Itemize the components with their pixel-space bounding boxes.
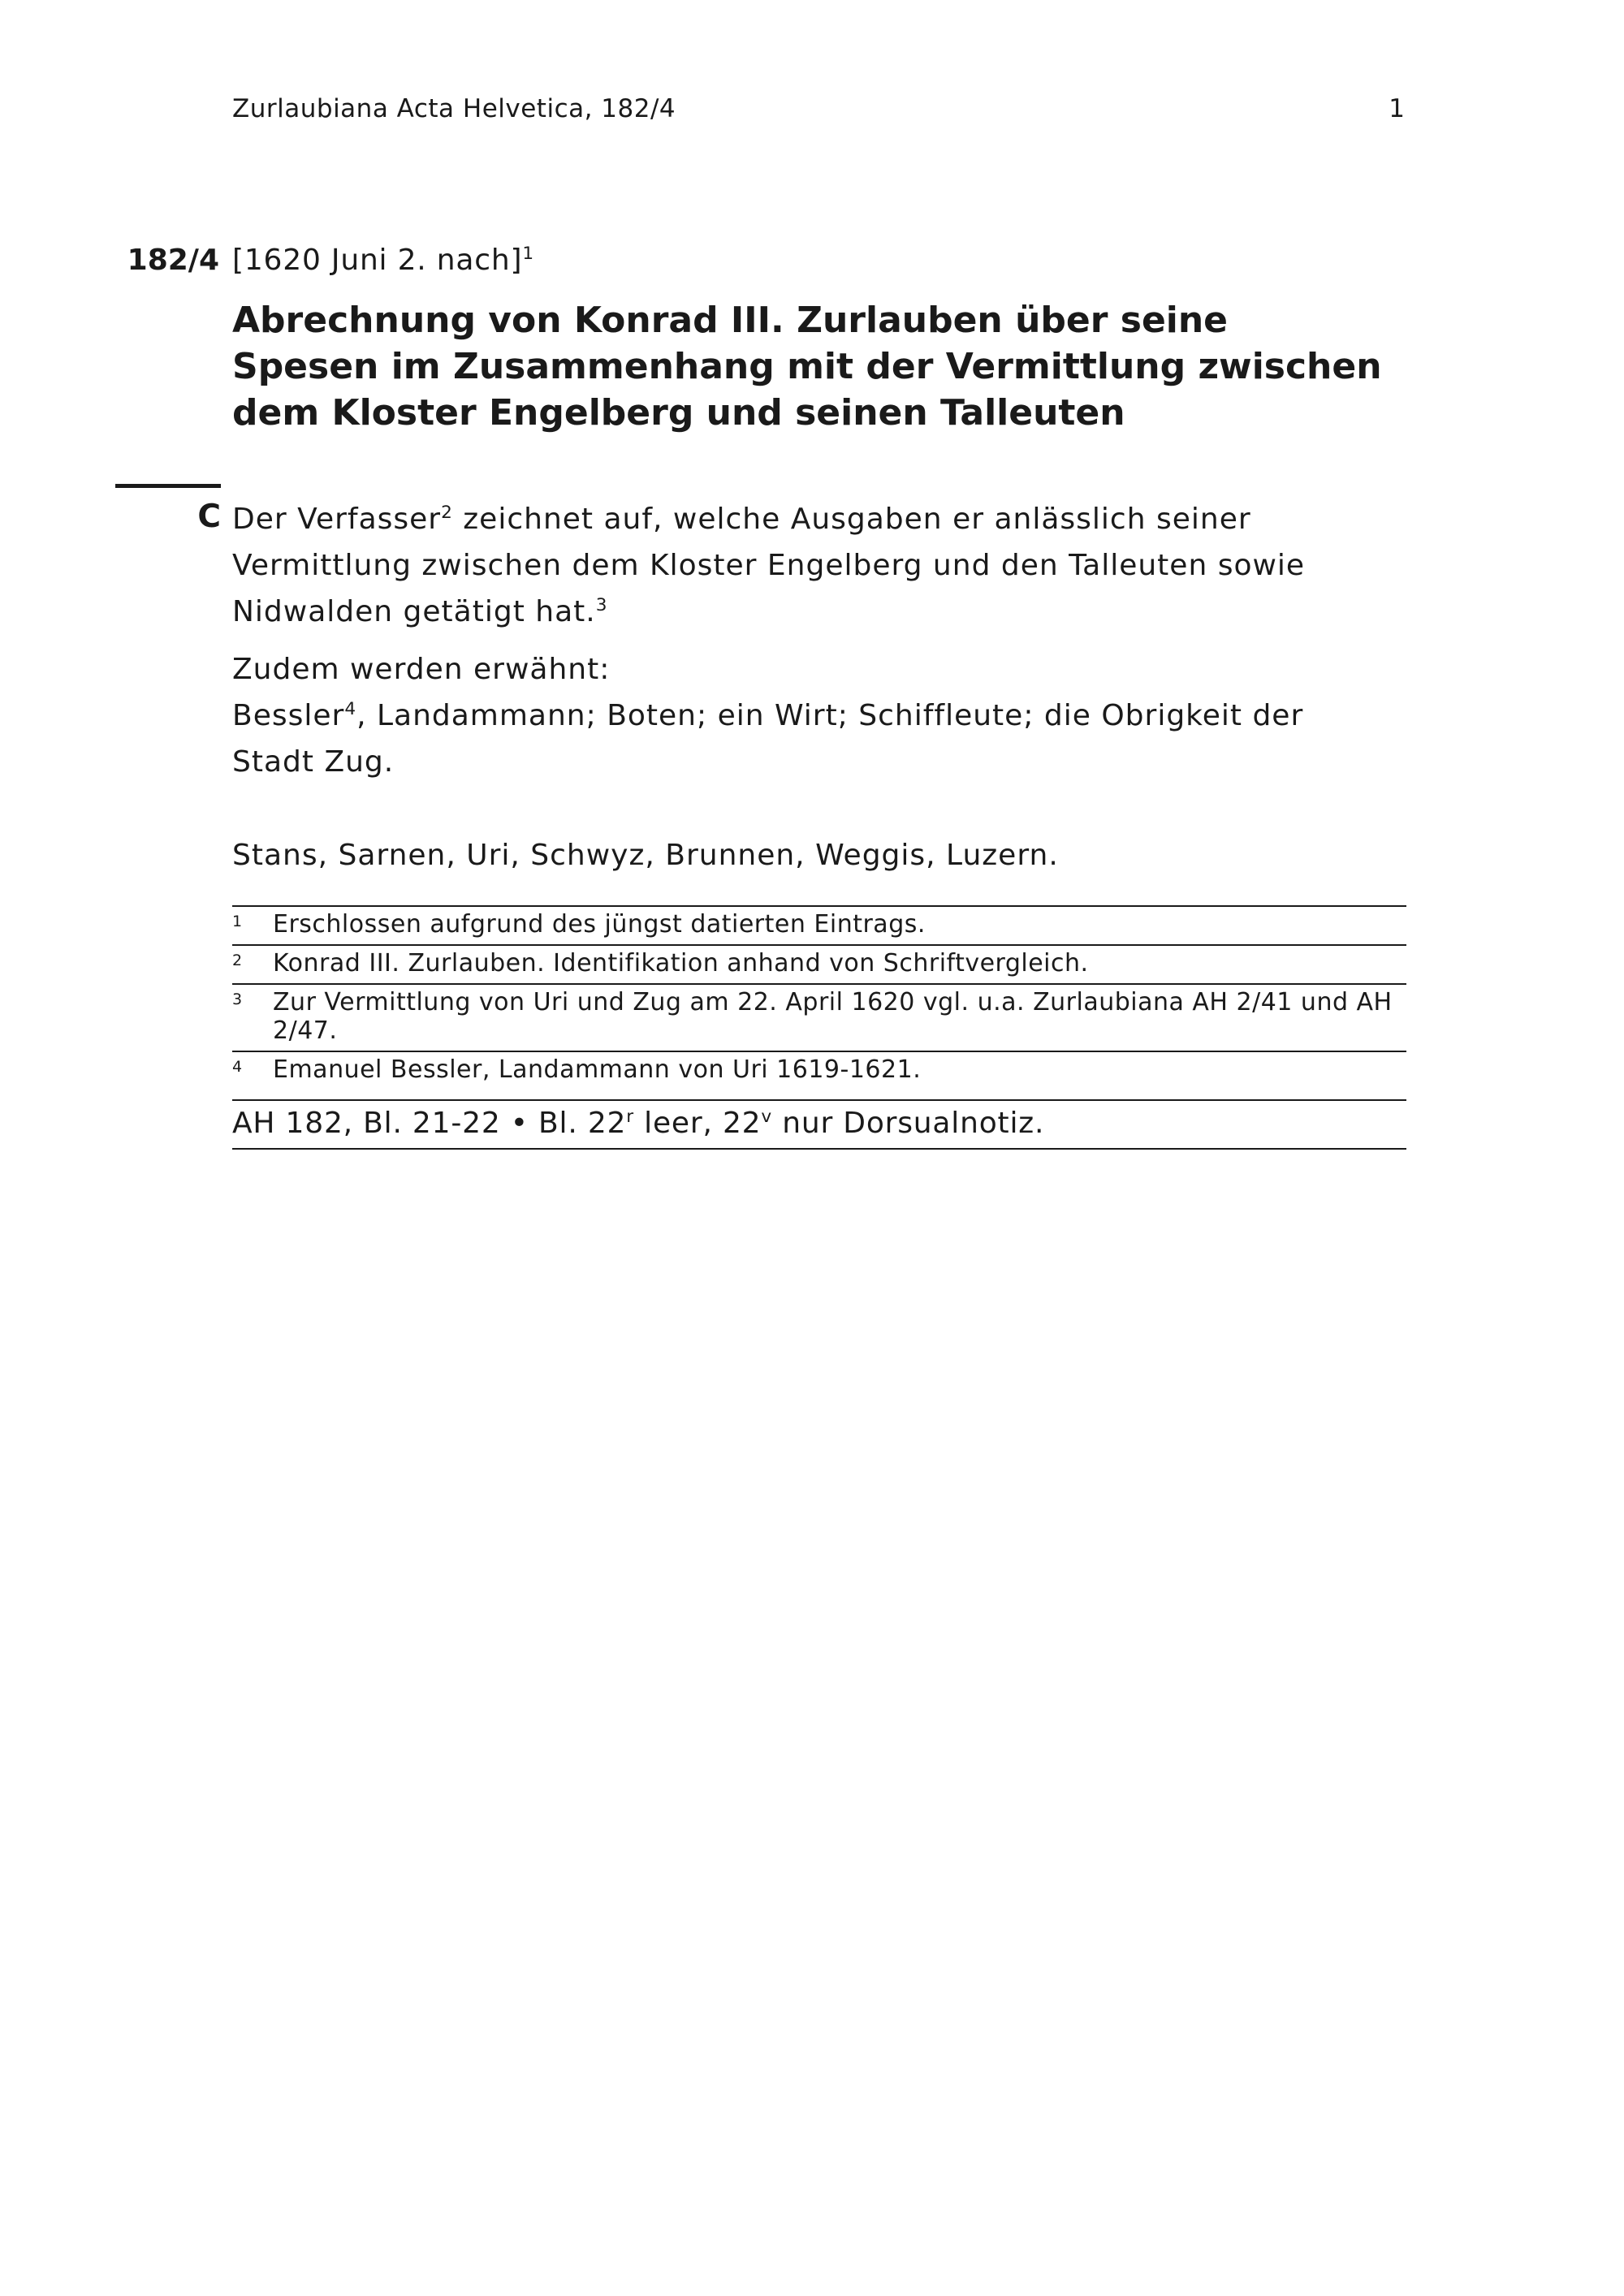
footnote-ref-1[interactable]: 1: [522, 244, 534, 264]
summary-text-a: Der Verfasser: [232, 503, 442, 536]
section-letter: C: [197, 498, 221, 535]
date-text: [1620 Juni 2. nach]: [232, 244, 523, 277]
mentions-persons: [232, 693, 1385, 785]
page-number: 1: [1389, 94, 1405, 123]
source-text-c: nur Dorsualnotiz.: [771, 1107, 1045, 1140]
footnote-text: Emanuel Bessler, Landammann von Uri 1619-1621.: [273, 1055, 922, 1084]
footnote: [232, 944, 1406, 983]
footnote-mark: 3: [232, 990, 243, 1008]
verso-mark: v: [761, 1107, 772, 1127]
summary-paragraph: [232, 496, 1385, 635]
mentions-paragraph: [232, 646, 1385, 785]
footnote-mark: 2: [232, 952, 243, 969]
source-text-a: AH 182, Bl. 21-22 • Bl. 22: [232, 1107, 627, 1140]
footnotes: [232, 905, 1406, 1090]
footnote-text: Konrad III. Zurlauben. Identifikation anhand von Schriftvergleich.: [273, 949, 1089, 978]
footnote-ref-2[interactable]: 2: [441, 503, 453, 523]
mentions-text-b: , Landammann; Boten; ein Wirt; Schiffleute; die Obrigkeit der Stadt Zug.: [232, 699, 1304, 779]
footnote-text: Erschlossen aufgrund des jüngst datierten Eintrags.: [273, 910, 926, 939]
document-title: Abrechnung von Konrad III. Zurlauben über seine Spesen im Zusammenhang mit der Vermittlung zwischen dem Kloster Engelberg und seinen Talleuten: [232, 300, 1382, 434]
mentions-text-a: Bessler: [232, 699, 345, 732]
document-date: [232, 244, 534, 277]
footnote-mark: 1: [232, 913, 243, 930]
footnote-ref-3[interactable]: 3: [595, 595, 608, 615]
summary-text-b: zeichnet auf, welche Ausgaben er anlässlich seiner Vermittlung zwischen dem Kloster Engelberg und den Talleuten sowie Nidwalden getätigt hat.: [232, 503, 1306, 628]
places-paragraph: Stans, Sarnen, Uri, Schwyz, Brunnen, Weggis, Luzern.: [232, 839, 1059, 872]
footnote-ref-4[interactable]: 4: [344, 699, 357, 719]
footnote-text: Zur Vermittlung von Uri und Zug am 22. April 1620 vgl. u.a. Zurlaubiana AH 2/41 und AH 2/47.: [273, 988, 1393, 1045]
mentions-intro: Zudem werden erwähnt:: [232, 653, 611, 686]
running-head: Zurlaubiana Acta Helvetica, 182/4: [232, 94, 676, 123]
footnote: [232, 1051, 1406, 1090]
source-reference: [232, 1099, 1406, 1150]
recto-mark: r: [626, 1107, 634, 1127]
document-number: 182/4: [127, 244, 219, 277]
source-text-b: leer, 22: [633, 1107, 762, 1140]
footnote: [232, 905, 1406, 944]
section-rule: [115, 484, 221, 488]
footnote: [232, 983, 1406, 1051]
footnote-mark: 4: [232, 1058, 243, 1076]
